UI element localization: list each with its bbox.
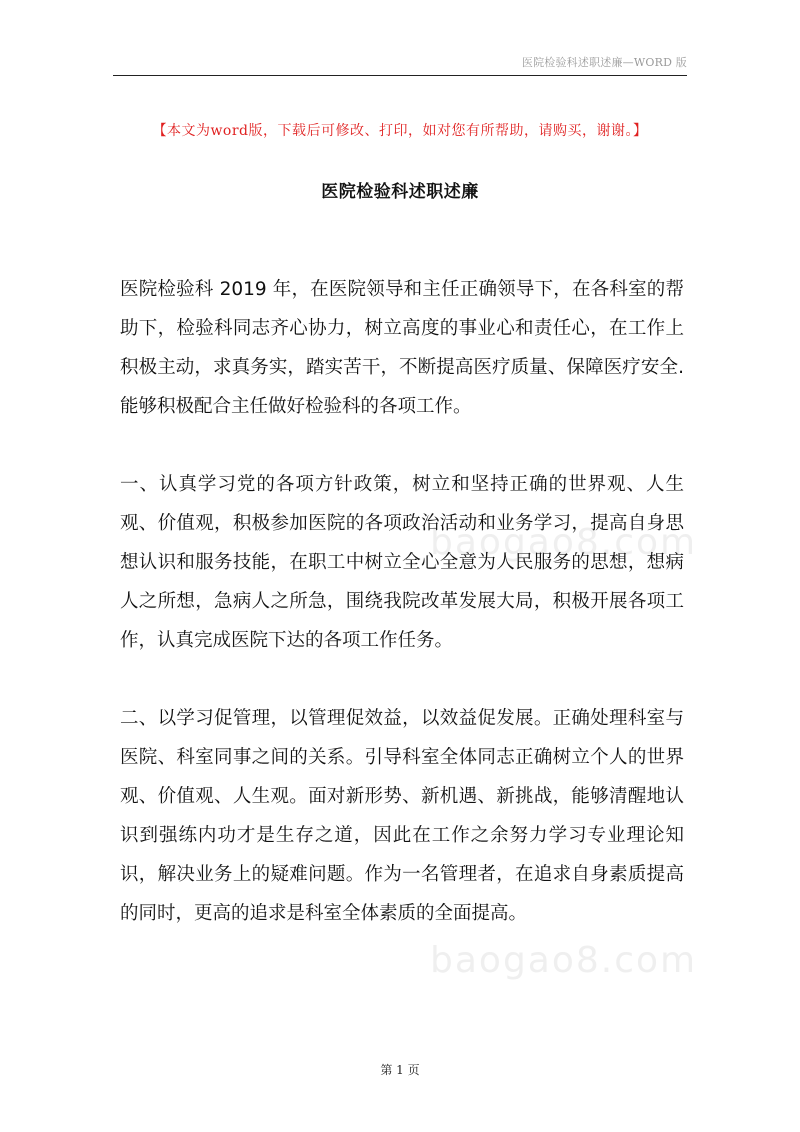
document-title: 医院检验科述职述廉 [321,182,479,202]
running-header: 医院检验科述职述廉—WORD 版 [521,56,687,69]
paragraph-section-1: 一、认真学习党的各项方针政策，树立和坚持正确的世界观、人生观、价值观，积极参加医院的各项政治活动和业务学习，提高自身思想认识和服务技能，在职工中树立全心全意为人民服务的思想，想病人之所想，急病人之所急，围绕我院改革发展大局，积极开展各项工作，认真完成医院下达的各项工作任务。 [120,474,684,651]
document-body [120,270,684,972]
header-divider [113,75,687,76]
watermark: baogao8.com [430,522,698,563]
paragraph-section-2: 二、以学习促管理，以管理促效益，以效益促发展。正确处理科室与医院、科室同事之间的关系。引导科室全体同志正确树立个人的世界观、价值观、人生观。面对新形势、新机遇、新挑战，能够清醒地认识到强练内功才是生存之道，因此在工作之余努力学习专业理论知识，解决业务上的疑难问题。作为一名管理者，在追求自身素质提高的同时，更高的追求是科室全体素质的全面提高。 [120,708,684,924]
paragraph-intro: 医院检验科 2019 年，在医院领导和主任正确领导下，在各科室的帮助下，检验科同志齐心协力，树立高度的事业心和责任心，在工作上积极主动，求真务实，踏实苦干，不断提高医疗质量、保障医疗安全.能够积极配合主任做好检验科的各项工作。 [120,279,684,417]
purchase-notice: 【本文为word版，下载后可修改、打印，如对您有所帮助，请购买，谢谢。】 [152,123,648,139]
watermark: baogao8.com [430,940,698,981]
page-number: 第 1 页 [380,1063,420,1077]
